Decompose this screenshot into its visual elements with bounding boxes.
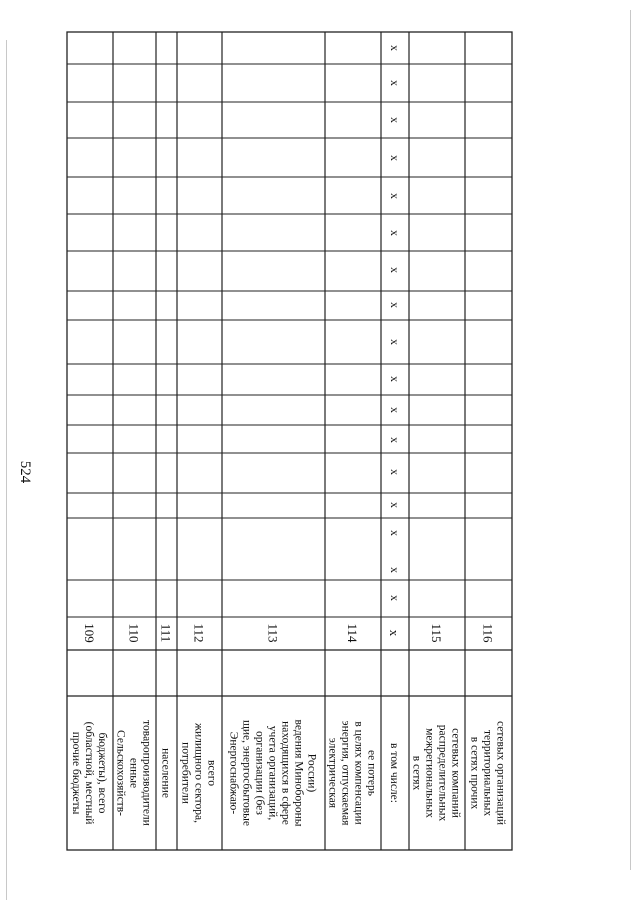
page-number: 524 <box>17 460 33 484</box>
row-label-line: в целях компенсации <box>352 721 365 825</box>
cell-mark-text: х <box>388 267 402 273</box>
cell-mark-text: х <box>388 80 402 86</box>
row-code-text: 112 <box>191 623 207 643</box>
cell-mark-text: х <box>388 437 402 443</box>
row-code-text: 110 <box>126 623 142 643</box>
row-label-line: организации (без <box>253 731 266 815</box>
cell-mark <box>388 530 402 536</box>
row-code-text: 114 <box>345 623 360 643</box>
cell-mark <box>388 407 402 413</box>
row-code <box>429 623 444 642</box>
row-code <box>387 630 402 637</box>
row-label-line: жилищного сектора, <box>192 723 205 823</box>
cell-mark <box>388 80 402 86</box>
row-label-line: Сельскохозяйств- <box>114 730 127 816</box>
row-label-line: щие, энергосбытовые <box>240 720 253 826</box>
cell-mark <box>388 469 402 475</box>
cell-mark-text: х <box>388 407 402 413</box>
row-label-line: межрегиональных <box>423 728 436 818</box>
row-label-line: распределительных <box>436 724 449 822</box>
row-code-text: х <box>387 629 402 637</box>
row-label-line: России) <box>305 753 318 793</box>
cell-mark <box>388 117 402 123</box>
row-label <box>70 722 108 825</box>
row-code <box>266 623 281 642</box>
cell-mark-text: х <box>388 376 402 382</box>
row-code <box>192 623 207 642</box>
row-code <box>127 623 142 642</box>
row-label-line: Энергоснабжаю- <box>227 731 240 815</box>
cell-mark-text: х <box>388 502 402 508</box>
cell-mark <box>388 339 402 345</box>
row-code-text: 113 <box>265 623 281 643</box>
cell-mark-text: х <box>388 339 402 345</box>
cell-mark <box>388 155 402 161</box>
row-label-line: электрическая <box>326 737 339 809</box>
cell-mark <box>388 502 402 508</box>
cell-mark <box>388 267 402 273</box>
row-label-line: сетевых компаний <box>449 728 462 818</box>
row-label-line: прочие бюджеты <box>70 731 82 815</box>
cell-mark <box>388 45 402 51</box>
row-label-line: ее потерь <box>365 750 378 796</box>
row-label <box>469 721 507 825</box>
row-code <box>345 623 360 643</box>
cell-mark-text: х <box>388 567 402 573</box>
row-label <box>388 743 400 803</box>
cell-mark-text: х <box>388 302 402 308</box>
row-label-line: в том числе: <box>388 743 400 803</box>
row-label-line: товаропроизводители <box>140 720 153 826</box>
row-label-line: енные <box>127 757 140 789</box>
row-label-line: население <box>159 748 172 798</box>
row-label <box>180 722 218 823</box>
row-code-text: 115 <box>429 623 444 643</box>
row-label-line: (областной, местный <box>83 721 95 825</box>
cell-mark-text: х <box>388 117 402 123</box>
row-label <box>411 725 462 822</box>
row-label-line: находящихся в сфере <box>279 721 292 825</box>
cell-mark-text: х <box>388 469 402 475</box>
row-code <box>481 623 496 643</box>
cell-mark <box>388 437 402 443</box>
row-label-line: в сетях <box>410 755 423 791</box>
cell-mark-text: х <box>388 530 402 536</box>
cell-mark-text: х <box>388 155 402 161</box>
row-label-line: потребители <box>179 742 192 804</box>
cell-mark <box>388 230 402 236</box>
row-label-line: сетевых организаций <box>494 721 507 825</box>
row-label <box>228 719 318 826</box>
row-label-line: энергия, отпускаемая <box>339 720 352 826</box>
row-label-line: территориальных <box>481 729 494 817</box>
row-code-text: 109 <box>82 623 97 643</box>
row-code <box>159 624 174 643</box>
row-label-line: ведения Минобороны <box>292 719 305 827</box>
cell-mark <box>388 302 402 308</box>
row-code-text: 116 <box>480 623 496 643</box>
row-label <box>160 748 172 798</box>
row-label-line: в сетях прочих <box>468 736 481 810</box>
cell-mark <box>388 567 402 573</box>
row-label-line: бюджеты), всего <box>96 732 108 814</box>
cell-mark-text: х <box>388 45 402 51</box>
cell-mark-text: х <box>388 595 402 601</box>
row-label <box>115 720 153 826</box>
cell-mark <box>388 193 402 199</box>
row-label-line: учета организаций, <box>266 725 279 821</box>
row-code <box>82 623 97 643</box>
cell-mark <box>388 595 402 601</box>
row-label-line: всего <box>205 760 218 786</box>
cell-mark <box>388 376 402 382</box>
row-code-text: 111 <box>158 623 174 643</box>
cell-mark-text: х <box>388 193 402 199</box>
cell-mark-text: х <box>388 230 402 236</box>
row-label <box>327 721 378 826</box>
